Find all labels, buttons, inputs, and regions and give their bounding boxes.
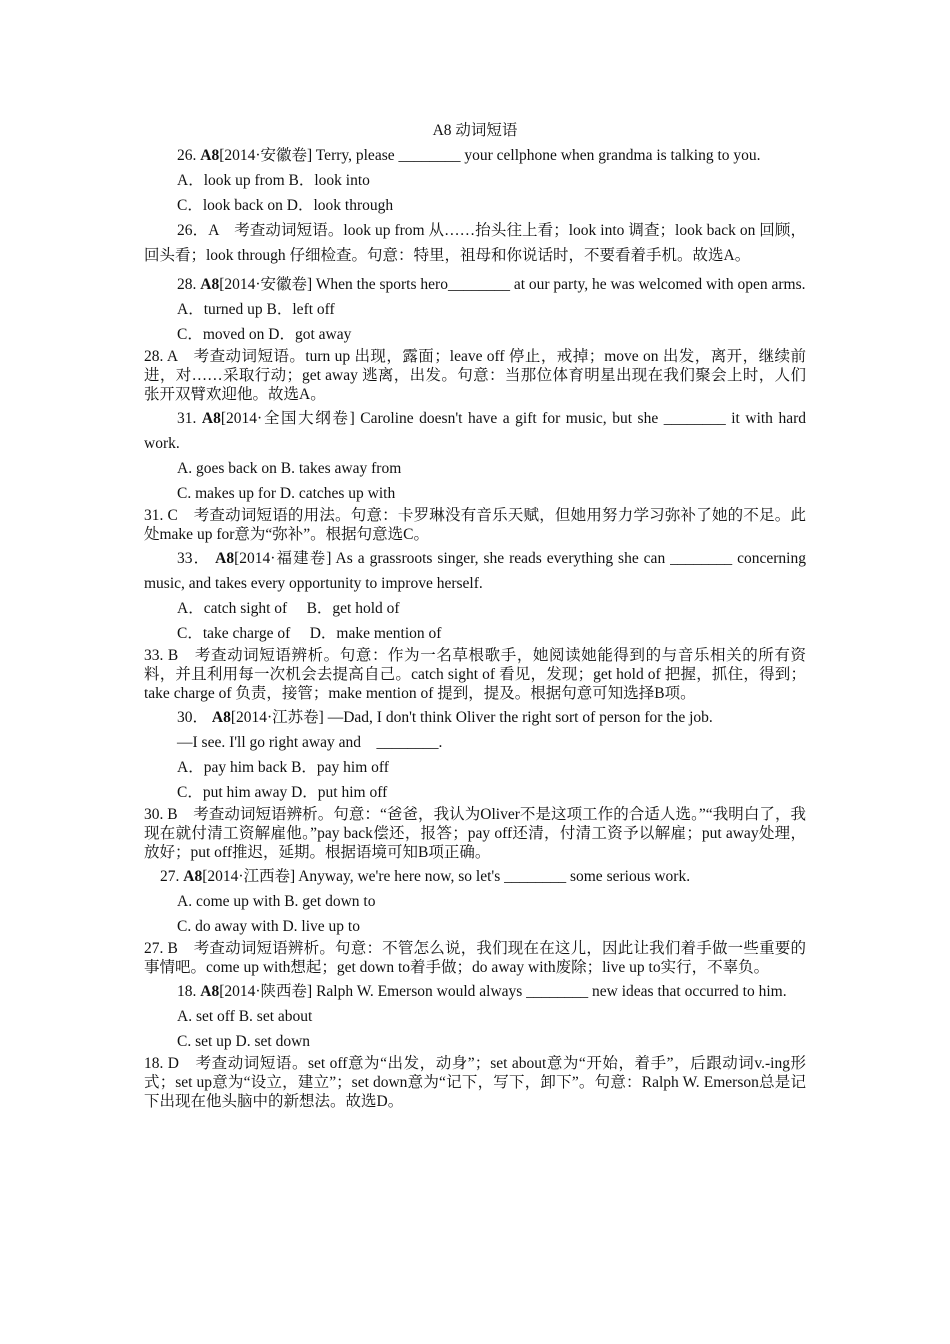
question-number: 31. (177, 410, 197, 427)
question-stem (144, 864, 806, 889)
question-text: Caroline doesn't have a gift for music, but she ________ it with hard work. (144, 410, 807, 452)
option-line: A．pay him back B．pay him off (177, 759, 389, 776)
option-line: C. do away with D. live up to (177, 918, 360, 935)
option-line: A．turned up B．left off (177, 301, 335, 318)
question-tag: A8 (215, 550, 235, 567)
question-block (144, 272, 806, 404)
question-text: —Dad, I don't think Oliver the right sort of person for the job. (323, 709, 713, 726)
question-tag: A8 (200, 983, 220, 1000)
question-stem (144, 406, 806, 456)
option-line: A. set off B. set about (177, 1008, 313, 1025)
option-line: C. makes up for D. catches up with (177, 485, 396, 502)
option-line: C．moved on D．got away (177, 326, 352, 343)
question-stem (144, 143, 806, 168)
question-text: When the sports hero________ at our party, he was welcomed with open arms. (312, 276, 806, 293)
answer-explanation: 30. B 考查动词短语辨析。句意：“爸爸，我认为Oliver不是这项工作的合适人选。”“我明白了，我现在就付清工资解雇他。”pay back偿还，报答；pay off还清，付清工资予以解雇；put away处理，放好；put off推迟，延期。根据语境可知B项正确。 (144, 806, 806, 861)
option-line: C. set up D. set down (177, 1033, 311, 1050)
option-line: A．catch sight of B．get hold of (177, 600, 400, 617)
question-tag: A8 (183, 868, 203, 885)
question-block (144, 143, 806, 268)
question-tag: A8 (200, 276, 220, 293)
question-block (144, 406, 806, 544)
dialogue-line: —I see. I'll go right away and ________. (177, 734, 443, 751)
question-tag: A8 (200, 147, 220, 164)
question-block (144, 864, 806, 977)
question-stem (144, 546, 806, 596)
question-number: 18. (177, 983, 197, 1000)
page-title: A8 动词短语 (432, 122, 518, 139)
option-line: A. goes back on B. takes away from (177, 460, 402, 477)
question-text: Anyway, we're here now, so let's ________ some serious work. (295, 868, 691, 885)
question-number: 27. (160, 868, 180, 885)
answer-explanation: 31. C 考查动词短语的用法。句意：卡罗琳没有音乐天赋，但她用努力学习弥补了她的不足。此处make up for意为“弥补”。根据句意选C。 (144, 507, 806, 543)
question-tag: A8 (211, 709, 231, 726)
answer-explanation: 27. B 考查动词短语辨析。句意：不管怎么说，我们现在在这儿，因此让我们着手做一些重要的事情吧。come up with想起；get down to着手做；do away with废除；live up to实行，不辜负。 (144, 940, 806, 976)
question-source: [2014·安徽卷] (219, 276, 313, 293)
question-source: [2014·江西卷] (202, 868, 296, 885)
question-text: Ralph W. Emerson would always ________ new ideas that occurred to him. (312, 983, 787, 1000)
question-block (144, 705, 806, 862)
question-text: As a grassroots singer, she reads everything she can ________ concerning music, and takes every opportunity to improve herself. (144, 550, 806, 592)
answer-explanation: 33. B 考查动词短语辨析。句意：作为一名草根歌手，她阅读她能得到的与音乐相关的所有资料，并且利用每一次机会去提高自己。catch sight of 看见，发现；get hold of 把握，抓住，得到；take charge of 负责，接管；make mention of 提到，提及。根据句意可知选择B项。 (144, 647, 806, 702)
question-stem (144, 705, 806, 730)
option-line: A．look up from B．look into (177, 172, 370, 189)
option-line: A. come up with B. get down to (177, 893, 376, 910)
option-line: C．look back on D．look through (177, 197, 394, 214)
option-line: C．take charge of D．make mention of (177, 625, 442, 642)
question-block (144, 546, 806, 703)
question-number: 30． (177, 709, 209, 726)
answer-explanation: 18. D 考查动词短语。set off意为“出发，动身”；set about意为“开始，着手”，后跟动词v.-ing形式；set up意为“设立，建立”；set down意为“记下，写下，卸下”。句意：Ralph W. Emerson总是记下出现在他头脑中的新想法。故选D。 (144, 1055, 806, 1110)
question-source: [2014·安徽卷] (219, 147, 313, 164)
document-page (144, 118, 806, 1113)
question-source: [2014·陕西卷] (219, 983, 313, 1000)
question-number: 28. (177, 276, 197, 293)
question-source: [2014·全国大纲卷] (220, 410, 355, 427)
answer-explanation: 28. A 考查动词短语。turn up 出现，露面；leave off 停止，戒掉；move on 出发，离开，继续前进，对……采取行动；get away 逃离，出发。句意：当那位体育明星出现在我们聚会上时，人们张开双臂欢迎他。故选A。 (144, 348, 806, 403)
option-line: C．put him away D．put him off (177, 784, 388, 801)
question-stem (144, 979, 806, 1004)
question-number: 26. (177, 147, 197, 164)
question-source: [2014·江苏卷] (230, 709, 324, 726)
question-tag: A8 (201, 410, 221, 427)
answer-explanation: 26．A 考查动词短语。look up from 从……抬头往上看；look into 调查；look back on 回顾，回头看；look through 仔细检查。句意：特里，祖母和你说话时，不要看着手机。故选A。 (144, 222, 806, 264)
question-text: Terry, please ________ your cellphone when grandma is talking to you. (312, 147, 761, 164)
question-number: 33． (177, 550, 211, 567)
question-source: [2014·福建卷] (234, 550, 332, 567)
question-stem (144, 272, 806, 297)
question-block (144, 979, 806, 1111)
